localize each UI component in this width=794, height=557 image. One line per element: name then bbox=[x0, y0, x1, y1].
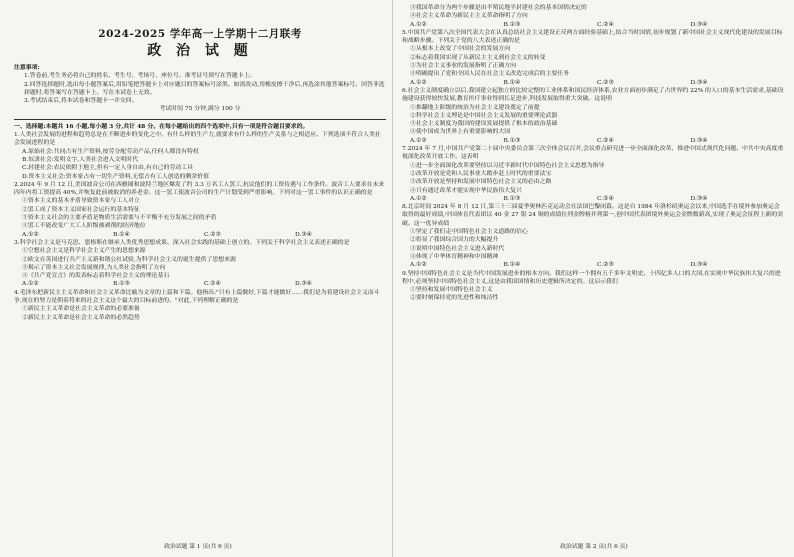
option: C.封建社会:农民依附于地主,但有一定人身自由,有自己的劳动工具 bbox=[22, 165, 193, 172]
option: D.资本主义社会:资本家占有一切生产资料,无偿占有工人创造的剩余价值 bbox=[22, 173, 209, 180]
option: ③社会主义制度为我国的建设发展提供了根本的政治基础 bbox=[410, 121, 558, 128]
option: ①资本主义的基本矛盾导致资本家与工人对立 bbox=[22, 198, 140, 205]
answer-choice: C.②④ bbox=[597, 137, 614, 144]
page-1 bbox=[4, 0, 392, 557]
answer-choice: D.③④ bbox=[295, 231, 312, 238]
notice-heading: 注意事项: bbox=[14, 64, 40, 71]
answer-choices bbox=[402, 261, 784, 269]
question-3 bbox=[14, 239, 386, 289]
answer-choice: B.①③ bbox=[503, 195, 521, 202]
option: ①进一步全面深化改革要坚持以习近平新时代中国特色社会主义思想为指导 bbox=[410, 162, 605, 169]
option: ①坚定了我们走中国特色社会主义道路的信心 bbox=[410, 229, 528, 236]
answer-choices bbox=[402, 195, 784, 203]
answer-choices bbox=[402, 137, 784, 145]
question-stem: 1.人类社会发展的进程和趋势总是在不断进步的变化之中。有什么样的生产力,就要求有什么样的生产关系与之相适应。下列选项不符合人类社会发展进程的是 bbox=[14, 132, 381, 147]
answer-choice: B.①③ bbox=[503, 21, 521, 28]
answer-choice: A.①② bbox=[410, 195, 427, 202]
answer-choice: D.③④ bbox=[690, 79, 708, 86]
option: ③说明中国特色社会主义进入新时代 bbox=[410, 245, 505, 252]
option: ②彰显了我国综合国力的大幅提升 bbox=[410, 237, 499, 244]
option: ③我国革命分为两个步骤是由半殖民地半封建社会的基本国情决定的 bbox=[410, 5, 587, 11]
question-stem: 7.2024 年 7 月,中国共产党第二十届中央委员会第三次全体会议召开,会议重点研究进一步全面深化改革、推进中国式现代化问题。中共中央高度重视深化改革开放工作。这表明 bbox=[402, 146, 784, 161]
page-footer: 政治试题 第 2 页(共 6 页) bbox=[560, 543, 628, 550]
question-stem: 8.北京时间 2024 年 8 月 12 日,第三十三届夏季奥林匹克运动会在法国巴黎闭幕。这是自 1984 年洛杉矶奥运会以来,中国选手在境外参加奥运会取得的最好成绩,中国体育代表团以 40 金 27 银 24 铜的成绩位列金牌榜并列第一,创中国代表团境外奥运会金牌数新高,实现了奥运会征程上新的突破。这一优异成绩 bbox=[402, 204, 783, 227]
option: ②罢工成了资本主义国家社会运行的基本特征 bbox=[22, 206, 140, 213]
question-6 bbox=[402, 87, 784, 145]
answer-choice: C.②③ bbox=[597, 262, 614, 269]
time-and-score: 考试时间 75 分钟,满分 100 分 bbox=[159, 106, 241, 113]
question-stem: 3.科学社会主义是马克思、恩格斯在继承人类优秀思想成果、深入社会实践的基础上创立的。下列关于科学社会主义表述正确的是 bbox=[14, 239, 350, 246]
option: ②改革开放是党和人民事业大踏步赶上时代的重要法宝 bbox=[410, 170, 552, 177]
answer-choice: A.①② bbox=[410, 21, 427, 28]
answer-choice: D.③④ bbox=[690, 137, 708, 144]
question-7 bbox=[402, 145, 784, 203]
question-4-continued bbox=[402, 4, 784, 29]
notice-item: 3.考试结束后,将本试卷和答题卡一并交回。 bbox=[24, 98, 138, 105]
answer-choice: B.①④ bbox=[503, 262, 521, 269]
answer-choice: B.①④ bbox=[503, 79, 521, 86]
option: ②欧文在英国进行共产主义新和谐公社试验,为科学社会主义的诞生提供了思想来源 bbox=[22, 256, 236, 263]
option: ④明确提出了党和全国人民在社会主义改造完成后的主要任务 bbox=[410, 71, 570, 78]
question-stem: 9.坚持中国特色社会主义是当代中国发展进步的根本方向。我们这样一个拥有五千多年文明史、十四亿多人口的大国,在实现中华民族伟大复兴的进程中,必须坚持中国特色社会主义,这是由我国国情和历史逻辑所决定的。这启示我们 bbox=[402, 270, 781, 285]
option: ②要时刻保持党的先进性和纯洁性 bbox=[410, 295, 499, 302]
question-4 bbox=[14, 289, 386, 322]
answer-choice: B.①③ bbox=[113, 281, 130, 288]
answer-choice: A.①② bbox=[410, 137, 427, 144]
option: ①从根本上改变了中国社会的发展方向 bbox=[410, 46, 511, 53]
answer-choices bbox=[14, 231, 386, 239]
question-stem: 6.社会主义制度确立以后,我国建立起独立的比较完整的工业体系和国民经济体系,农业方面初步满足了占世界约 22% 的人口的基本生活需求,基础设施建设获得较快发展,教育医疗事业得到长足进步,科技发展取得重大突破。这说明 bbox=[402, 87, 784, 103]
option: ④《共产党宣言》的发表标志着科学社会主义的理论基石 bbox=[22, 273, 170, 280]
answer-choice: B.①④ bbox=[113, 231, 130, 238]
answer-choice: C.②④ bbox=[597, 195, 614, 202]
option: ①坚持和发展中国特色社会主义 bbox=[410, 287, 493, 294]
answer-choice: C.②④ bbox=[204, 281, 221, 288]
answer-choice: C.②③ bbox=[597, 79, 614, 86]
option: ④体现了中华体育精神和中国精神 bbox=[410, 253, 499, 260]
answer-choice: C.②③ bbox=[204, 231, 221, 238]
question-2 bbox=[14, 181, 386, 239]
option: ③资本主义社会的主要矛盾是物质生活需要与不平衡不充分发展之间的矛盾 bbox=[22, 215, 217, 222]
question-9 bbox=[402, 270, 784, 303]
page-divider bbox=[392, 0, 393, 557]
answer-choice: D.③④ bbox=[295, 281, 312, 288]
question-1 bbox=[14, 131, 386, 181]
question-5 bbox=[402, 29, 784, 87]
answer-choice: A.①② bbox=[410, 262, 427, 269]
answer-choice: D.③④ bbox=[690, 195, 708, 202]
question-stem: 2.2024 年 9 月 12 日,美国波音公司在西雅图和波特兰地区爆发了约 3.3 万名工人罢工,抗议他们的工资待遇与工作条件。波音工人要求在未来四年内将工资提高 40%,并恢复此前被取消的养老金。这一罢工使波音公司的生产计划受到严重影响。下列对这一罢工事件的认识正确的是 bbox=[14, 181, 385, 197]
option: ④社会主义革命为新民主主义革命指明了方向 bbox=[410, 13, 528, 20]
option: ①空想社会主义是科学社会主义产生的思想来源 bbox=[22, 248, 146, 255]
answer-choices bbox=[402, 21, 784, 29]
answer-choice: C.②④ bbox=[597, 21, 614, 28]
option: ①推翻地主阶级的统治为社会主义建设奠定了前提 bbox=[410, 104, 540, 111]
option: ③为社会主义事业的发展指明了正确方向 bbox=[410, 63, 517, 70]
answer-choice: D.③④ bbox=[690, 21, 708, 28]
option: ④只有通过改革才能实现中华民族伟大复兴 bbox=[410, 187, 522, 194]
question-stem: 5.中国共产党第八次全国代表大会在认真总结社会主义建设正反两方面经验基础上,结合当时国情,初步规划了新中国社会主义现代化建设的发展目标和战略步骤。下列关于党的八大表述正确的是 bbox=[402, 29, 783, 45]
option: B.奴隶社会:发明文字,人类社会进入文明时代 bbox=[22, 156, 139, 163]
section-divider bbox=[14, 119, 386, 120]
option: ②科学社会主义理论是中国社会主义发展的重要理论武器 bbox=[410, 112, 558, 119]
notice-item: 1.答卷前,考生务必将自己的姓名、考生号、考场号、座位号、准考证号填写在答题卡上。 bbox=[24, 73, 256, 80]
option: ②标志着我国实现了从新民主主义到社会主义的转变 bbox=[410, 54, 546, 61]
option: ①新民主主义革命是社会主义革命的必要准备 bbox=[22, 306, 140, 313]
option: ④使中国成为世界上有重要影响的大国 bbox=[410, 129, 511, 136]
answer-choice: D.③④ bbox=[690, 262, 708, 269]
option: ③揭示了资本主义社会发展规律,为人类社会指明了方向 bbox=[22, 264, 166, 271]
page-2 bbox=[396, 0, 792, 557]
exam-title: 2024-2025 学年高一上学期十二月联考 bbox=[98, 28, 302, 40]
page-footer: 政治试题 第 1 页(共 6 页) bbox=[164, 543, 232, 550]
notice-list bbox=[14, 72, 386, 105]
option: ④罢工不能改变广大工人阶级被剥削的经济地位 bbox=[22, 223, 146, 230]
section-intro: 一、选择题:本题共 16 小题,每小题 3 分,共计 48 分。在每小题给出的四个选项中,只有一项是符合题目要求的。 bbox=[14, 122, 309, 130]
option: ②新民主主义革命是社会主义革命的必然趋势 bbox=[22, 314, 140, 321]
notice-item: 2.回答选择题时,选出每小题答案后,用铅笔把答题卡上对应题目的答案标号涂黑。如需改动,用橡皮擦干净后,再选涂其他答案标号。回答非选择题时,将答案写在答题卡上。写在本试卷上无效。 bbox=[24, 81, 385, 96]
question-stem: 4.毛泽东把新民主主义革命和社会主义革命比喻为文章的上篇和下篇。他指出:"只有上篇做好,下篇才能做好……我们是为着建设社会主义而斗争,现在的努力是朝着将来的社会主义这个最大的目标前进的。"对此,下列理解正确的是 bbox=[14, 289, 380, 305]
answer-choice: A.①② bbox=[22, 281, 39, 288]
answer-choices bbox=[402, 79, 784, 87]
answer-choices bbox=[14, 280, 386, 288]
answer-choice: A.①② bbox=[410, 79, 427, 86]
answer-choice: A.①② bbox=[22, 231, 39, 238]
question-8 bbox=[402, 203, 784, 269]
subject-title: 政 治 试 题 bbox=[147, 43, 253, 59]
option: ③改革开放是坚持和发展中国特色社会主义的必由之路 bbox=[410, 179, 552, 186]
answer-choice: B.①③ bbox=[503, 137, 521, 144]
option: A.原始社会:共同占有生产资料,按劳分配劳动产品,任何人都没有特权 bbox=[22, 148, 199, 155]
